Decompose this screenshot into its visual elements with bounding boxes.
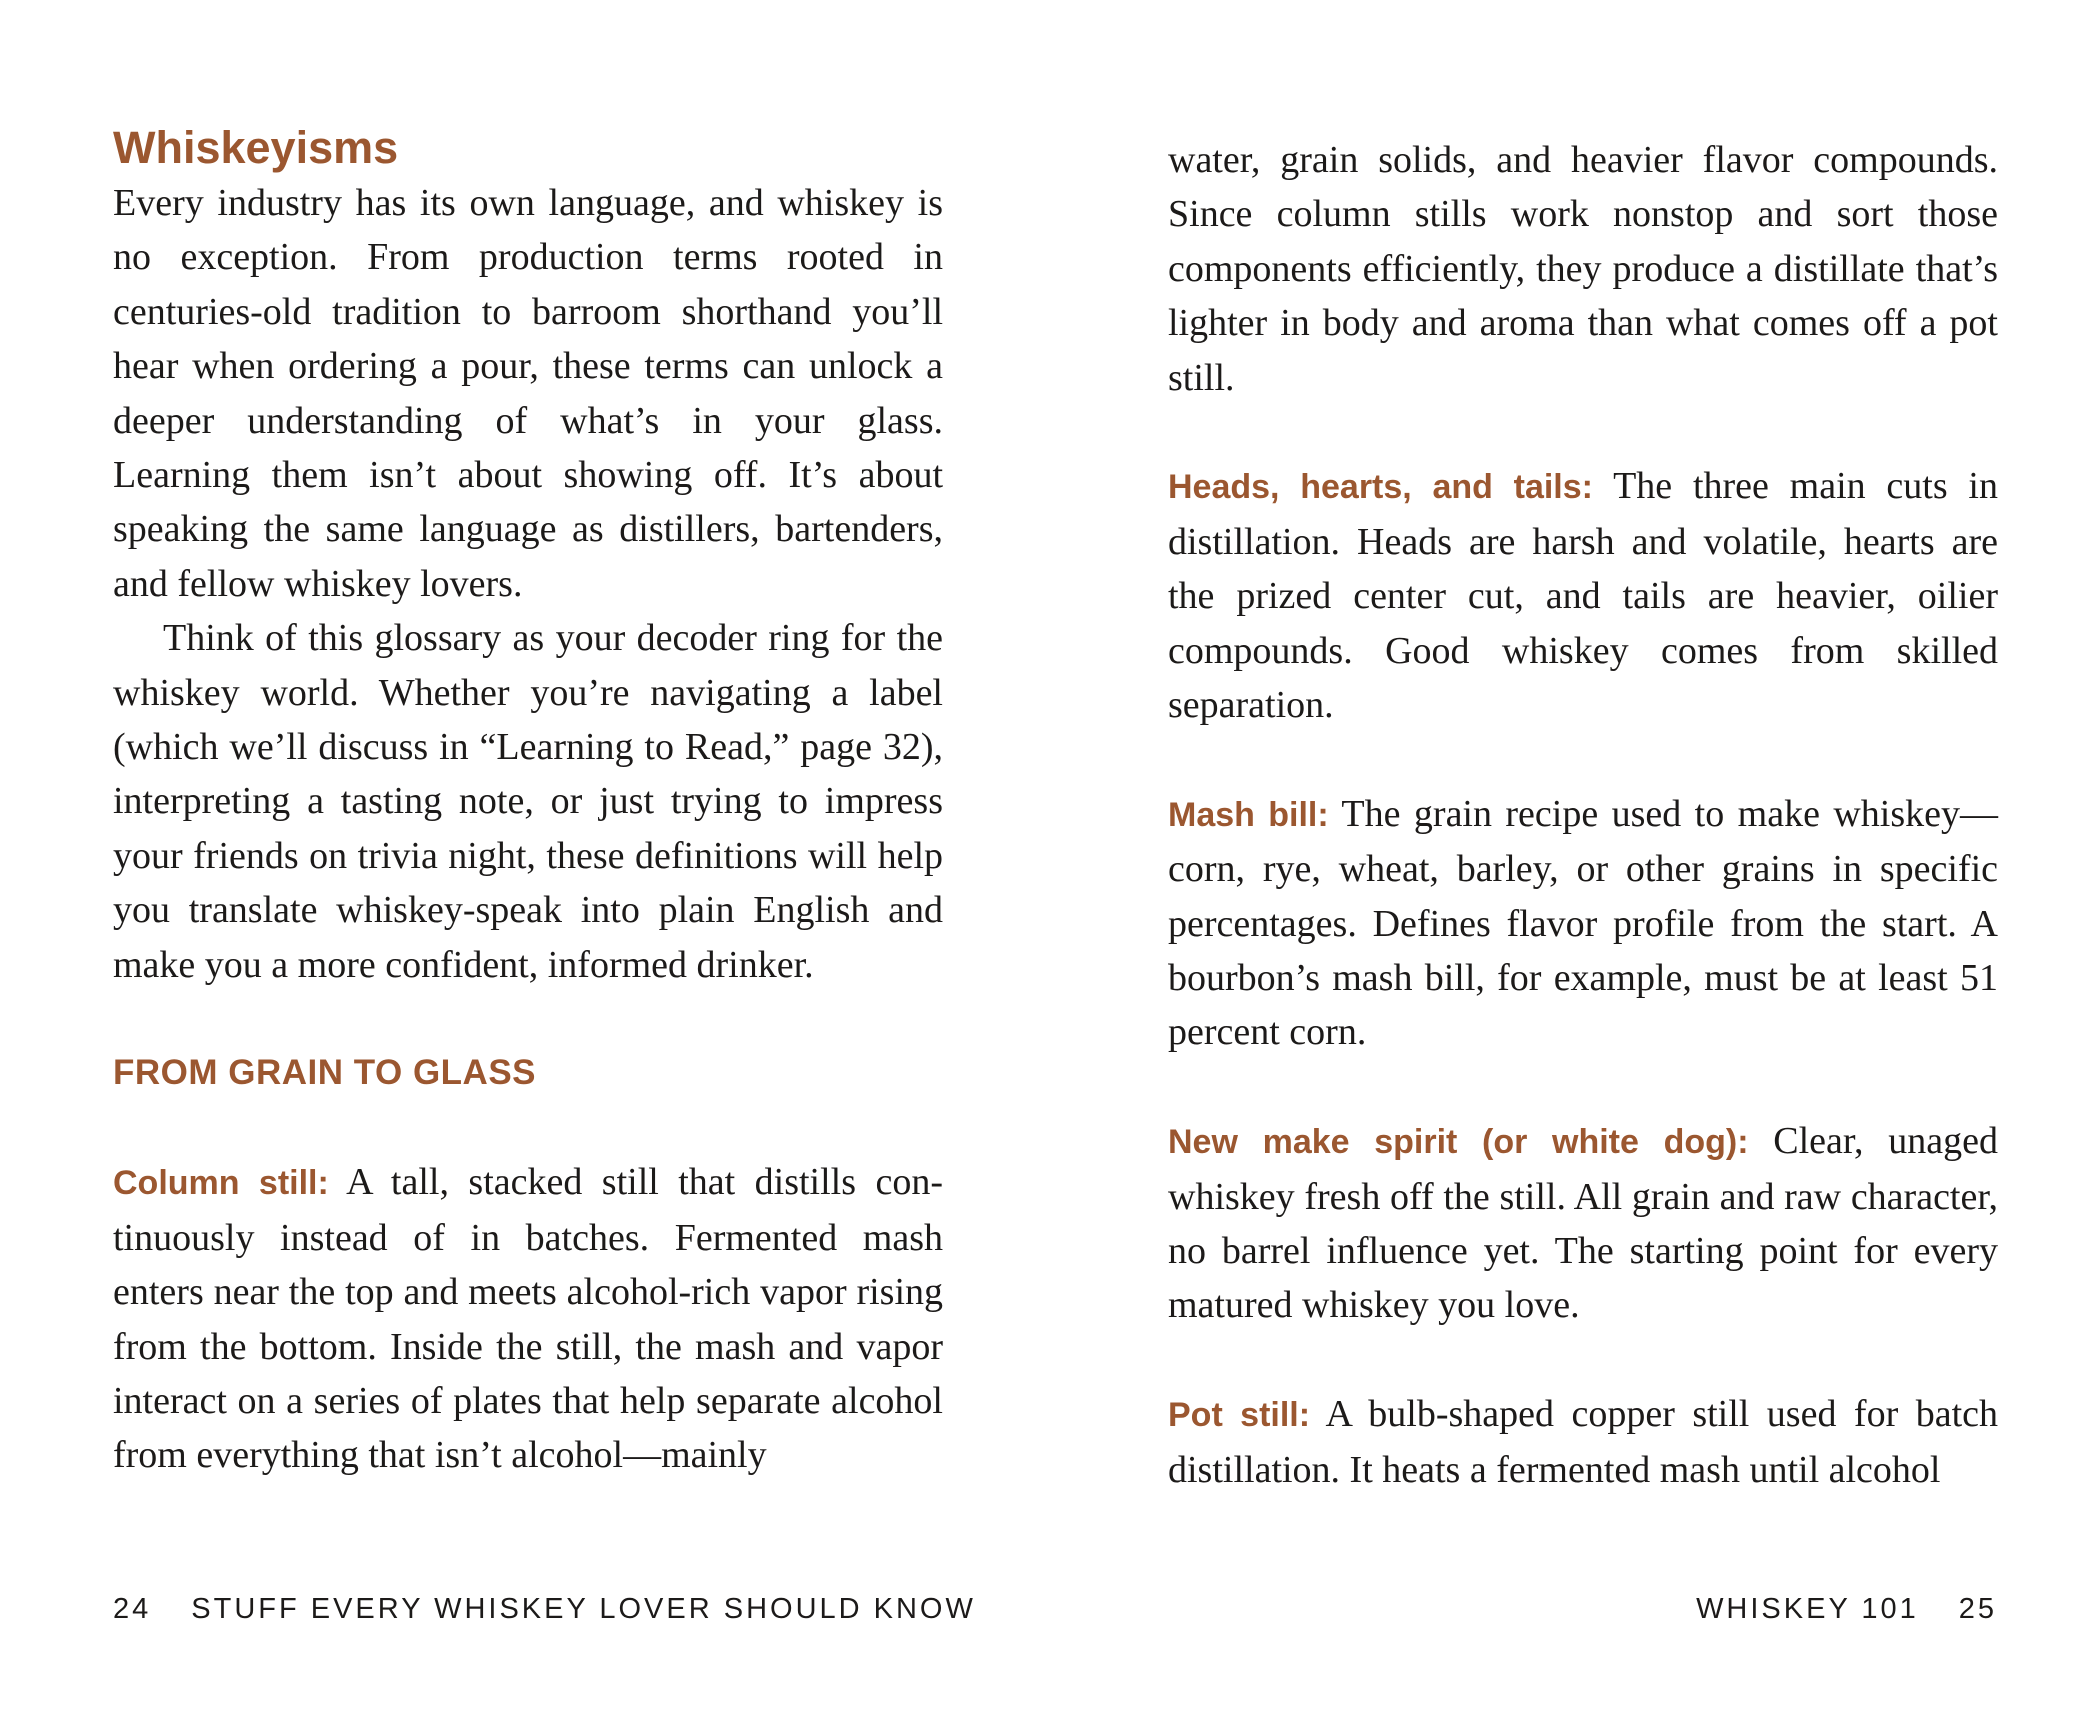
intro-paragraph-2: Think of this glossary as your decoder ring for the whiskey world. Whether you’re navigating a label (which we’ll discuss in “Learning to Read,” page 32), interpreting a tasting note, or just trying to impress your friends on trivia night, these definitions will help you translate whiskey-speak into plain English and make you a more confident, informed drinker. <box>113 617 943 986</box>
right-footer <box>1696 1593 1997 1626</box>
page-title: Whiskeyisms <box>113 122 399 173</box>
glossary-definition: A bulb-shaped copper still used for batch distillation. It heats a fermented mash until alcohol <box>1168 1393 1998 1491</box>
spacer <box>1168 405 1998 459</box>
glossary-term: Pot still: <box>1168 1396 1311 1435</box>
page-number: 24 <box>113 1593 152 1625</box>
spacer <box>1168 1060 1998 1114</box>
glossary-term: New make spirit (or white dog): <box>1168 1123 1749 1162</box>
glossary-definition: The grain recipe used to make whiskey—corn, rye, wheat, barley, or other grains in specific percentages. Defines flavor profile from the start. A bourbon’s mash bill, for example, must be at least 51 percent corn. <box>1168 792 1998 1054</box>
running-title: STUFF EVERY WHISKEY LOVER SHOULD KNOW <box>191 1593 976 1625</box>
page-number: 25 <box>1958 1593 1997 1625</box>
glossary-term: Heads, hearts, and tails: <box>1168 468 1593 507</box>
glossary-definition: A tall, stacked still that distills continuously instead of in batches. Fermented mash enters near the top and meets alcohol-rich vapor rising from the bottom. Inside the still, the mash and vapor interact on a series of plates that help separate alcohol from everything that isn’t alcohol—mainly <box>113 1161 943 1477</box>
column-still-continuation: water, grain solids, and heavier flavor compounds. Since column stills work nonstop and sort those components efficiently, they produce a distillate that’s lighter in body and aroma than what comes off a pot still. <box>1168 139 1998 399</box>
glossary-entry-new-make-spirit <box>1168 1114 1998 1333</box>
spacer <box>1168 732 1998 786</box>
intro-paragraph-1: Every industry has its own language, and whiskey is no exception. From production terms rooted in centuries-old tradition to barroom shorthand you’ll hear when ordering a pour, these terms can unlock a deeper understanding of what’s in your glass. Learning them isn’t about showing off. It’s about speaking the same language as distillers, bartenders, and fellow whiskey lovers. <box>113 182 943 605</box>
glossary-entry-column-still <box>113 1155 943 1482</box>
right-page <box>1050 0 2100 1725</box>
glossary-entry-mash-bill <box>1168 787 1998 1060</box>
left-column <box>113 118 943 1483</box>
glossary-entry-pot-still <box>1168 1387 1998 1497</box>
right-column <box>1168 133 1998 1497</box>
spacer <box>113 1101 943 1155</box>
glossary-term: Column still: <box>113 1164 329 1203</box>
spacer <box>1168 1333 1998 1387</box>
glossary-definition: The three main cuts in distillation. Heads are harsh and volatile, hearts are the prized center cut, and tails are heavier, oilier compounds. Good whiskey comes from skilled separation. <box>1168 465 1998 727</box>
section-heading: FROM GRAIN TO GLASS <box>113 1053 537 1093</box>
glossary-term: Mash bill: <box>1168 795 1329 834</box>
spacer <box>113 992 943 1046</box>
left-footer <box>113 1593 976 1626</box>
glossary-definition: Clear, unaged whiskey fresh off the still. All grain and raw character, no barrel influence yet. The starting point for every matured whiskey you love. <box>1168 1120 1998 1327</box>
running-title: WHISKEY 101 <box>1696 1593 1919 1625</box>
glossary-entry-heads-hearts-tails <box>1168 459 1998 732</box>
